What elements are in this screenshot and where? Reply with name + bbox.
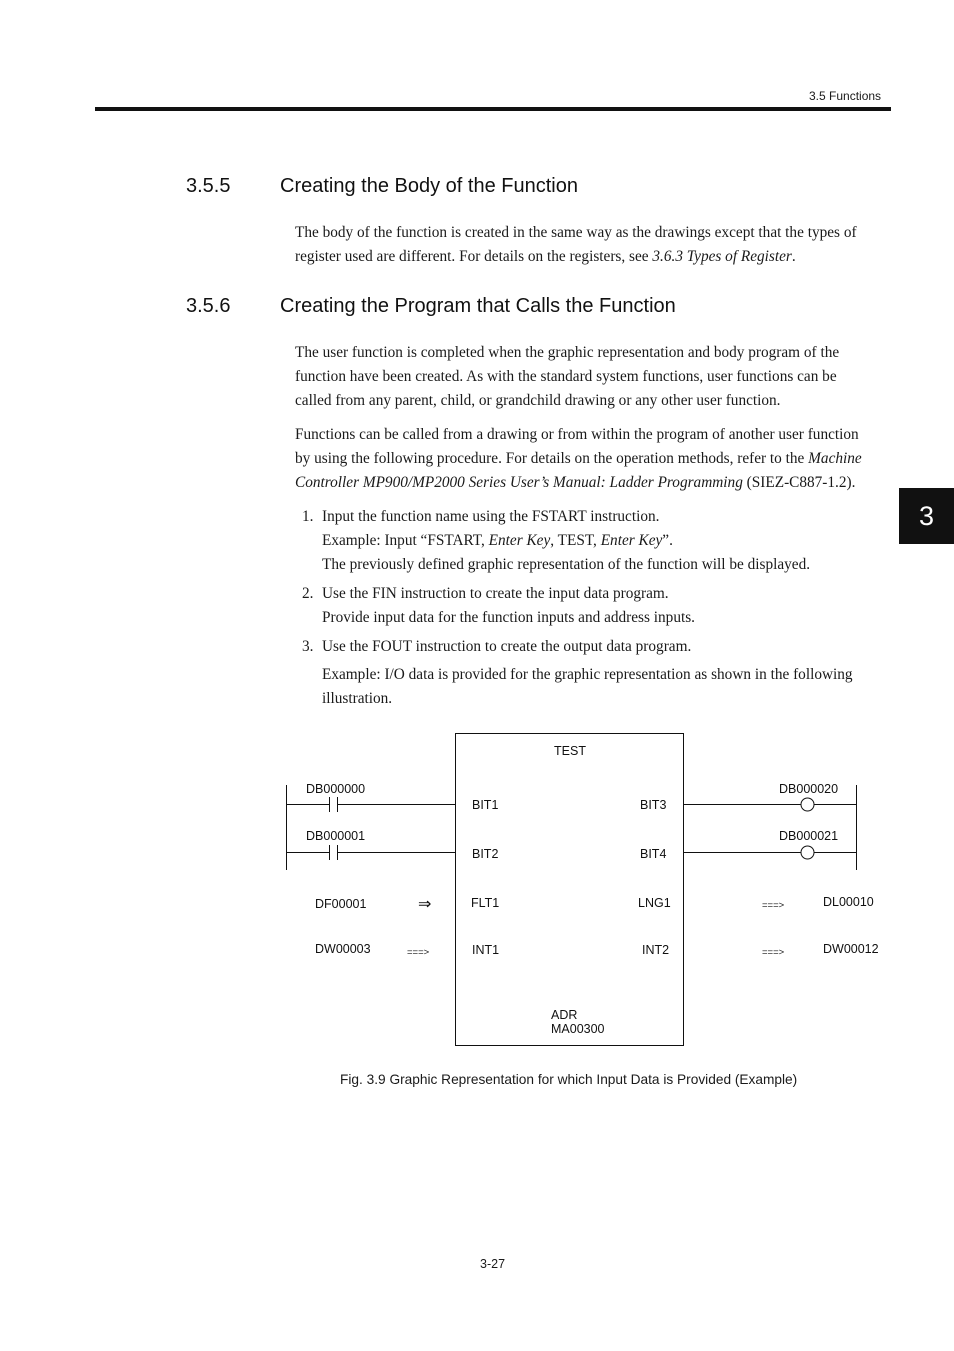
pin-label: BIT1	[472, 798, 499, 812]
text-span: (SIEZ-C887-1.2).	[742, 474, 856, 491]
manual-title: Controller MP900/MP2000 Series User’s Manual: Ladder Programming	[295, 474, 743, 491]
text-line: The previously defined graphic representation of the function will be displayed.	[322, 556, 811, 573]
register-label: DW00003	[315, 942, 371, 956]
transfer-arrow-icon: ===>	[407, 947, 430, 958]
manual-title: Machine	[808, 450, 862, 467]
register-label: DB000001	[306, 829, 366, 843]
address-label: ADR	[551, 1008, 578, 1022]
key-name: Enter Key	[488, 532, 551, 549]
running-header: 3.5 Functions	[809, 89, 882, 103]
transfer-arrow-icon: ===>	[762, 947, 785, 958]
text-span: , TEST,	[550, 532, 601, 549]
text-line: Input the function name using the FSTART instruction.	[322, 508, 660, 525]
pin-label: INT1	[472, 943, 500, 957]
text-span: .	[791, 248, 796, 265]
address-register: MA00300	[551, 1022, 605, 1036]
coil-rung-bit3	[683, 798, 856, 811]
pin-label: BIT3	[640, 798, 667, 812]
pin-label: BIT2	[472, 847, 499, 861]
figure-caption: Fig. 3.9 Graphic Representation for which Input Data is Provided (Example)	[340, 1072, 798, 1087]
transfer-arrow-icon: ===>	[762, 900, 785, 911]
text-line: Example: I/O data is provided for the graphic representation as shown in the following	[322, 666, 853, 683]
step-number: 1.	[302, 508, 314, 525]
section-number: 3.5.5	[186, 175, 231, 197]
text-span: Example: Input “FSTART,	[322, 532, 489, 549]
text-line: function have been created. As with the standard system functions, user functions can be	[295, 368, 837, 385]
text-line: The body of the function is created in the same way as the drawings except that the types of	[295, 224, 857, 241]
pin-label: LNG1	[638, 896, 671, 910]
function-block	[456, 734, 684, 1046]
text-span: register used are different. For details on the registers, see	[295, 248, 653, 265]
section-title: Creating the Body of the Function	[280, 175, 578, 197]
step-number: 2.	[302, 585, 314, 602]
section-title: Creating the Program that Calls the Function	[280, 295, 676, 317]
chapter-tab: 3	[899, 488, 954, 544]
page-number: 3-27	[480, 1257, 506, 1271]
key-name: Enter Key	[600, 532, 663, 549]
cross-reference-link: 3.6.3 Types of Register	[652, 248, 792, 265]
text-line: The user function is completed when the graphic representation and body program of the	[295, 344, 840, 361]
contact-rung-bit2	[286, 845, 455, 860]
register-label: DB000020	[779, 782, 839, 796]
register-label: DB000021	[779, 829, 839, 843]
coil-icon	[801, 846, 814, 859]
contact-rung-bit1	[286, 797, 455, 812]
coil-rung-bit4	[683, 846, 856, 859]
pin-label: FLT1	[471, 896, 500, 910]
step-number: 3.	[302, 638, 314, 655]
text-line: Use the FOUT instruction to create the output data program.	[322, 638, 692, 655]
text-span: ”.	[662, 532, 673, 549]
text-line: illustration.	[322, 690, 393, 707]
function-name-label: TEST	[554, 744, 586, 758]
pin-label: INT2	[642, 943, 670, 957]
text-line: called from any parent, child, or grandchild drawing or any other user function.	[295, 392, 781, 409]
implication-arrow-icon: ⇒	[418, 896, 432, 913]
register-label: DB000000	[306, 782, 366, 796]
text-line: Use the FIN instruction to create the input data program.	[322, 585, 669, 602]
text-line: Functions can be called from a drawing or from within the program of another user function	[295, 426, 859, 443]
text-line: Provide input data for the function inputs and address inputs.	[322, 609, 696, 626]
register-label: DW00012	[823, 942, 879, 956]
pin-label: BIT4	[640, 847, 667, 861]
coil-icon	[801, 798, 814, 811]
register-label: DF00001	[315, 897, 367, 911]
section-number: 3.5.6	[186, 295, 231, 317]
text-span: by using the following procedure. For details on the operation methods, refer to the	[295, 450, 809, 467]
register-label: DL00010	[823, 895, 874, 909]
